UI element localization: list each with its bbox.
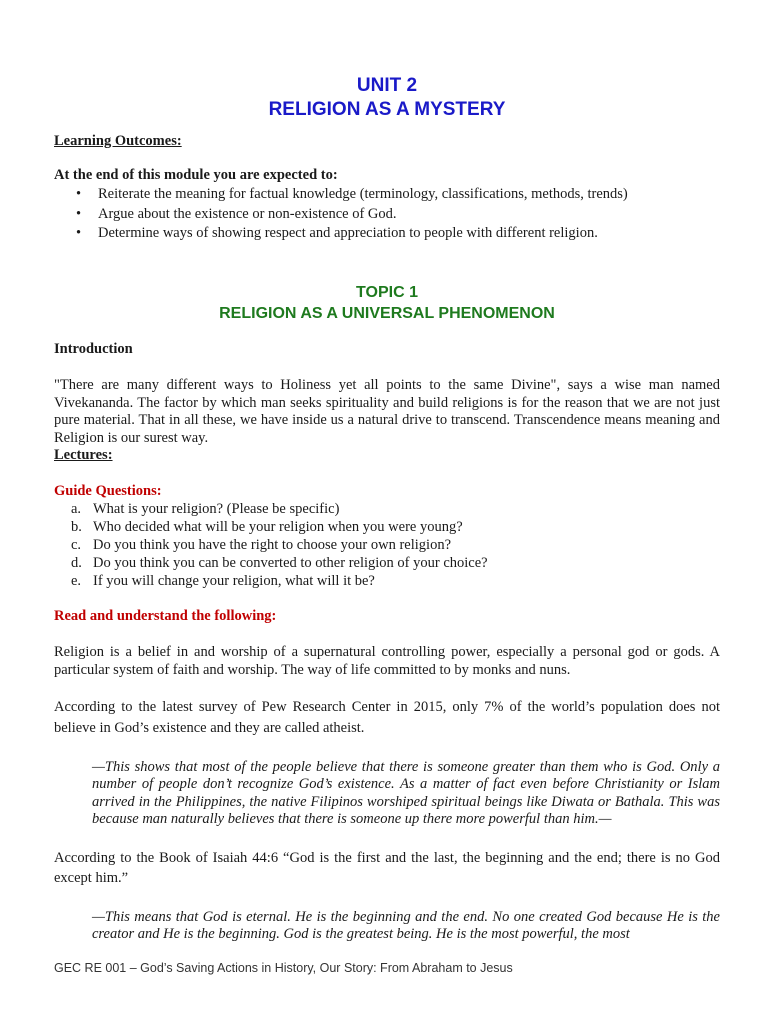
religion-definition-paragraph: Religion is a belief in and worship of a supernatural controlling power, especially a personal god or gods. A particular system of faith and worship. The way of life committed to by monks and nuns. — [54, 644, 720, 678]
list-item: a. What is your religion? (Please be specific) — [71, 501, 340, 517]
guide-questions-title: Guide Questions: — [54, 483, 162, 499]
topic-title: RELIGION AS A UNIVERSAL PHENOMENON — [219, 305, 555, 322]
commentary-quote-1: —This shows that most of the people believe that there is someone greater than them who is God. Only a number of people don’t recognize God’s existence. As a matter of fact even before Christianity or Islam arrived in the Philippines, the native Filipinos worshiped spiritual beings like Diwata or Bathala. This was because man naturally believes that there is someone up there more powerful than him.— — [92, 759, 720, 828]
reading-title: Read and understand the following: — [54, 608, 277, 624]
learning-outcomes-list — [54, 185, 628, 244]
document-page — [54, 0, 720, 1024]
list-item: • Determine ways of showing respect and appreciation to people with different religion. — [54, 224, 628, 244]
unit-label: UNIT 2 — [356, 75, 418, 96]
isaiah-paragraph: According to the Book of Isaiah 44:6 “God is the first and the last, the beginning and the end; there is no God except him.” — [54, 850, 720, 886]
list-item: d. Do you think you can be converted to other religion of your choice? — [71, 555, 488, 571]
unit-heading — [54, 74, 720, 122]
lectures-title: Lectures: — [54, 447, 113, 463]
topic-label: TOPIC 1 — [356, 284, 418, 301]
bullet-icon: • — [76, 225, 82, 241]
list-item: b. Who decided what will be your religion when you were young? — [71, 519, 463, 535]
list-item: c. Do you think you have the right to choose your own religion? — [71, 537, 452, 553]
commentary-quote-2: —This means that God is eternal. He is the beginning and the end. No one created God because He is the creator and He is the beginning. God is the greatest being. He is the most powerful, the most — [92, 909, 720, 943]
learning-outcomes-lead: At the end of this module you are expected to: — [54, 167, 338, 183]
introduction-text: "There are many different ways to Holiness yet all points to the same Divine", says a wise man named Vivekananda. The factor by which man seeks spirituality and build religions is for the reason that we are not just pure material. That in all these, we have inside us a natural drive to transcend. Transcendence means meaning and Religion is our surest way. — [54, 377, 720, 446]
learning-outcomes-title: Learning Outcomes: — [54, 133, 182, 149]
pew-survey-paragraph: According to the latest survey of Pew Research Center in 2015, only 7% of the world’s population does not believe in God’s existence and they are called atheist. — [54, 699, 720, 736]
list-item: • Argue about the existence or non-existence of God. — [54, 205, 628, 225]
unit-title: RELIGION AS A MYSTERY — [268, 99, 506, 120]
list-item: e. If you will change your religion, what will it be? — [71, 573, 375, 589]
bullet-icon: • — [76, 186, 82, 202]
page-footer: GEC RE 001 – God’s Saving Actions in History, Our Story: From Abraham to Jesus — [54, 961, 513, 975]
introduction-title: Introduction — [54, 341, 133, 357]
topic-heading — [54, 282, 720, 324]
list-item: • Reiterate the meaning for factual knowledge (terminology, classifications, methods, trends) — [54, 185, 628, 205]
bullet-icon: • — [76, 205, 82, 222]
guide-questions-list — [54, 500, 488, 590]
